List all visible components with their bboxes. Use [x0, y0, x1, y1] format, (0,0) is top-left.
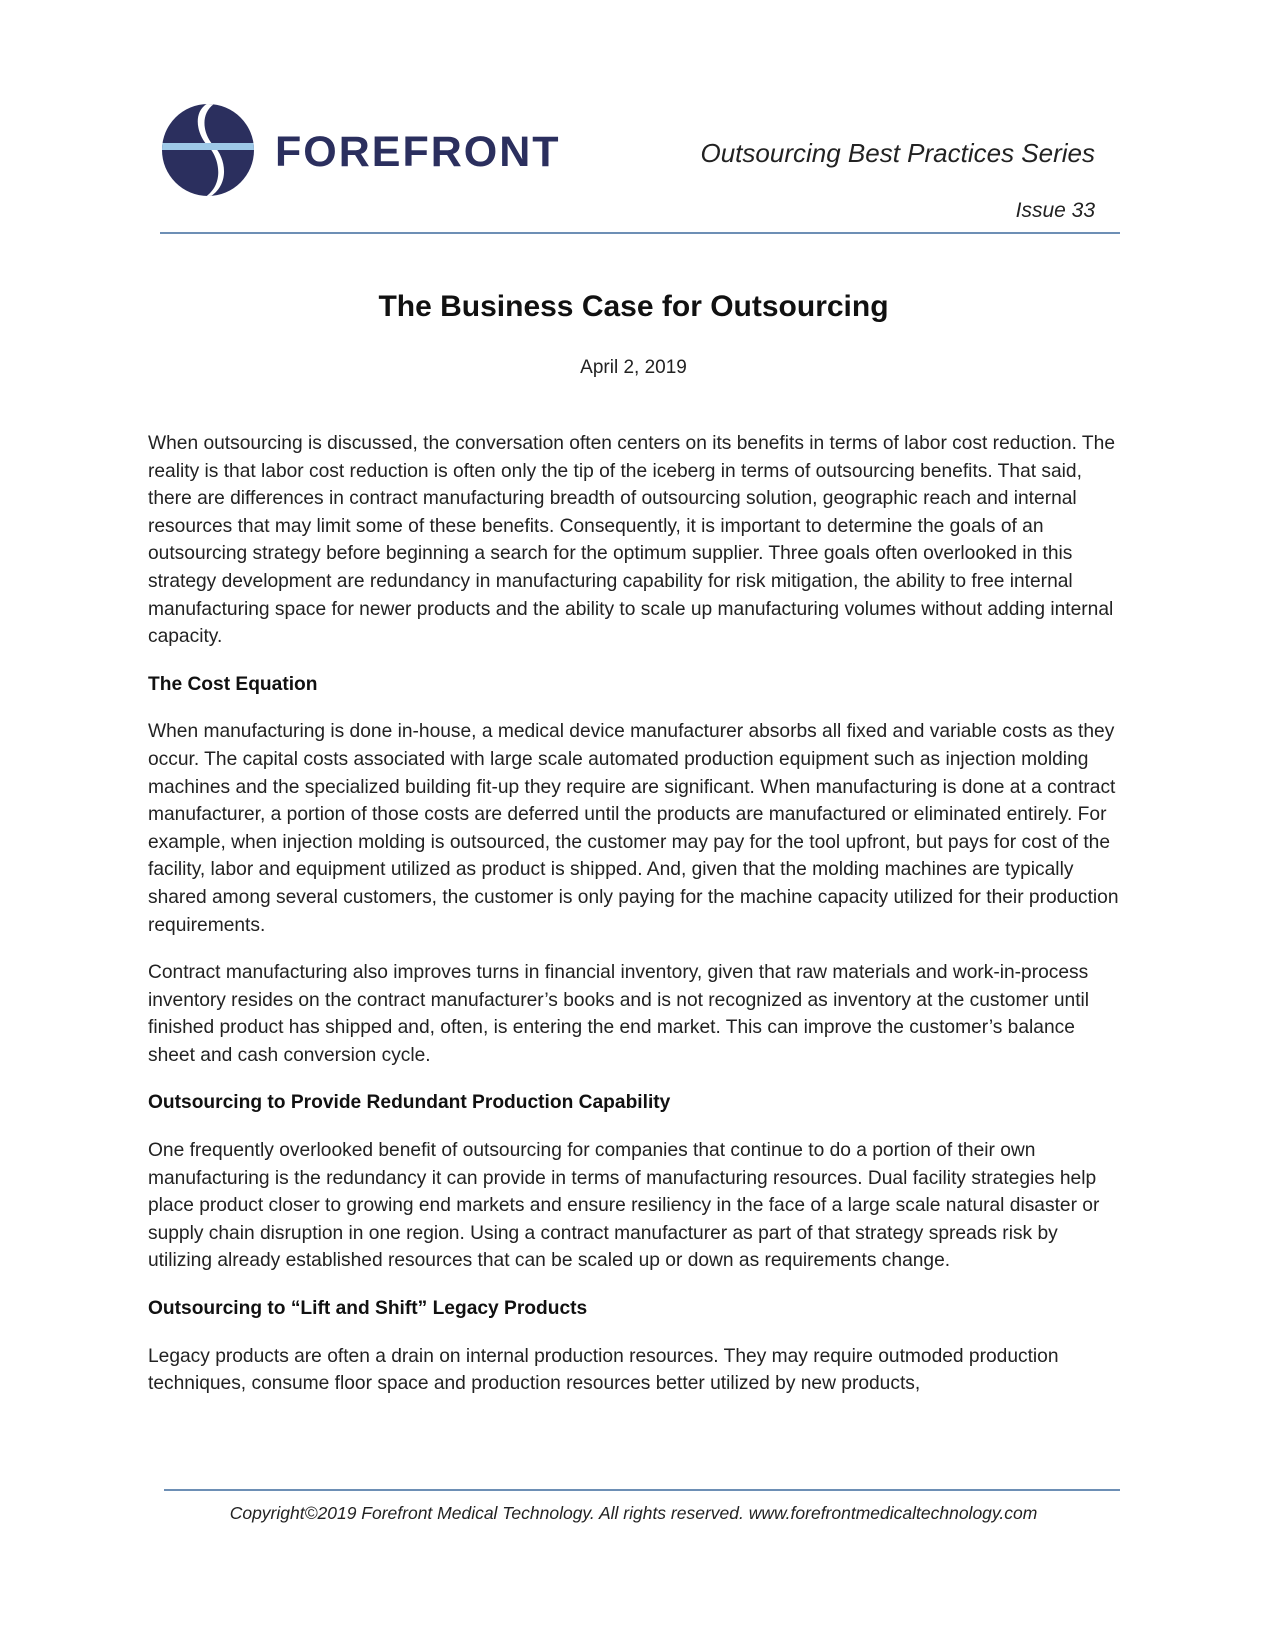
section-heading-cost-equation: The Cost Equation: [148, 673, 318, 695]
body-paragraph: Legacy products are often a drain on internal production resources. They may require outmoded production techniques, consume floor space and production resources better utilized by new products,: [148, 1345, 1059, 1395]
forefront-logo-icon: [160, 100, 260, 200]
footer-divider: [164, 1489, 1120, 1491]
section-heading-lift-and-shift: Outsourcing to “Lift and Shift” Legacy Products: [148, 1298, 588, 1320]
header-divider: [160, 232, 1120, 234]
article-title: The Business Case for Outsourcing: [378, 290, 889, 323]
series-title: Outsourcing Best Practices Series: [700, 138, 1095, 168]
article-body: [148, 430, 1123, 1418]
body-paragraph: One frequently overlooked benefit of outsourcing for companies that continue to do a portion of their own manufacturing is the redundancy it can provide in terms of manufacturing resources. Dual facility strategies help place product closer to growing end markets and ensure resiliency in the face of a large scale natural disaster or supply chain disruption in one region. Using a contract manufacturer as part of that strategy spreads risk by utilizing already established resources that can be scaled up or down as requirements change.: [148, 1140, 1100, 1272]
intro-paragraph: When outsourcing is discussed, the conversation often centers on its benefits in terms of labor cost reduction. The reality is that labor cost reduction is often only the tip of the iceberg in terms of outsourcing benefits. That said, there are differences in contract manufacturing breadth of outsourcing solution, geographic reach and internal resources that may limit some of these benefits. Consequently, it is important to determine the goals of an outsourcing strategy before beginning a search for the optimum supplier. Three goals often overlooked in this strategy development are redundancy in manufacturing capability for risk mitigation, the ability to free internal manufacturing space for newer products and the ability to scale up manufacturing volumes without adding internal capacity.: [148, 433, 1115, 648]
company-logo: [160, 100, 560, 200]
brand-name: FOREFRONT: [275, 128, 561, 176]
footer-copyright: Copyright©2019 Forefront Medical Technology. All rights reserved. www.forefrontmedicaltechnology.com: [229, 1503, 1038, 1523]
issue-number: Issue 33: [1015, 199, 1095, 222]
section-heading-redundant-production: Outsourcing to Provide Redundant Production Capability: [148, 1092, 671, 1114]
article-date: April 2, 2019: [580, 357, 687, 378]
body-paragraph: When manufacturing is done in-house, a medical device manufacturer absorbs all fixed and variable costs as they occur. The capital costs associated with large scale automated production equipment such as injection molding machines and the specialized building fit-up they require are significant. When manufacturing is done at a contract manufacturer, a portion of those costs are deferred until the products are manufactured or eliminated entirely. For example, when injection molding is outsourced, the customer may pay for the tool upfront, but pays for cost of the facility, labor and equipment utilized as product is shipped. And, given that the molding machines are typically shared among several customers, the customer is only paying for the machine capacity utilized for their production requirements.: [148, 721, 1119, 936]
body-paragraph: Contract manufacturing also improves turns in financial inventory, given that raw materials and work-in-process inventory resides on the contract manufacturer’s books and is not recognized as inventory at the customer until finished product has shipped and, often, is entering the end market. This can improve the customer’s balance sheet and cash conversion cycle.: [148, 962, 1090, 1066]
